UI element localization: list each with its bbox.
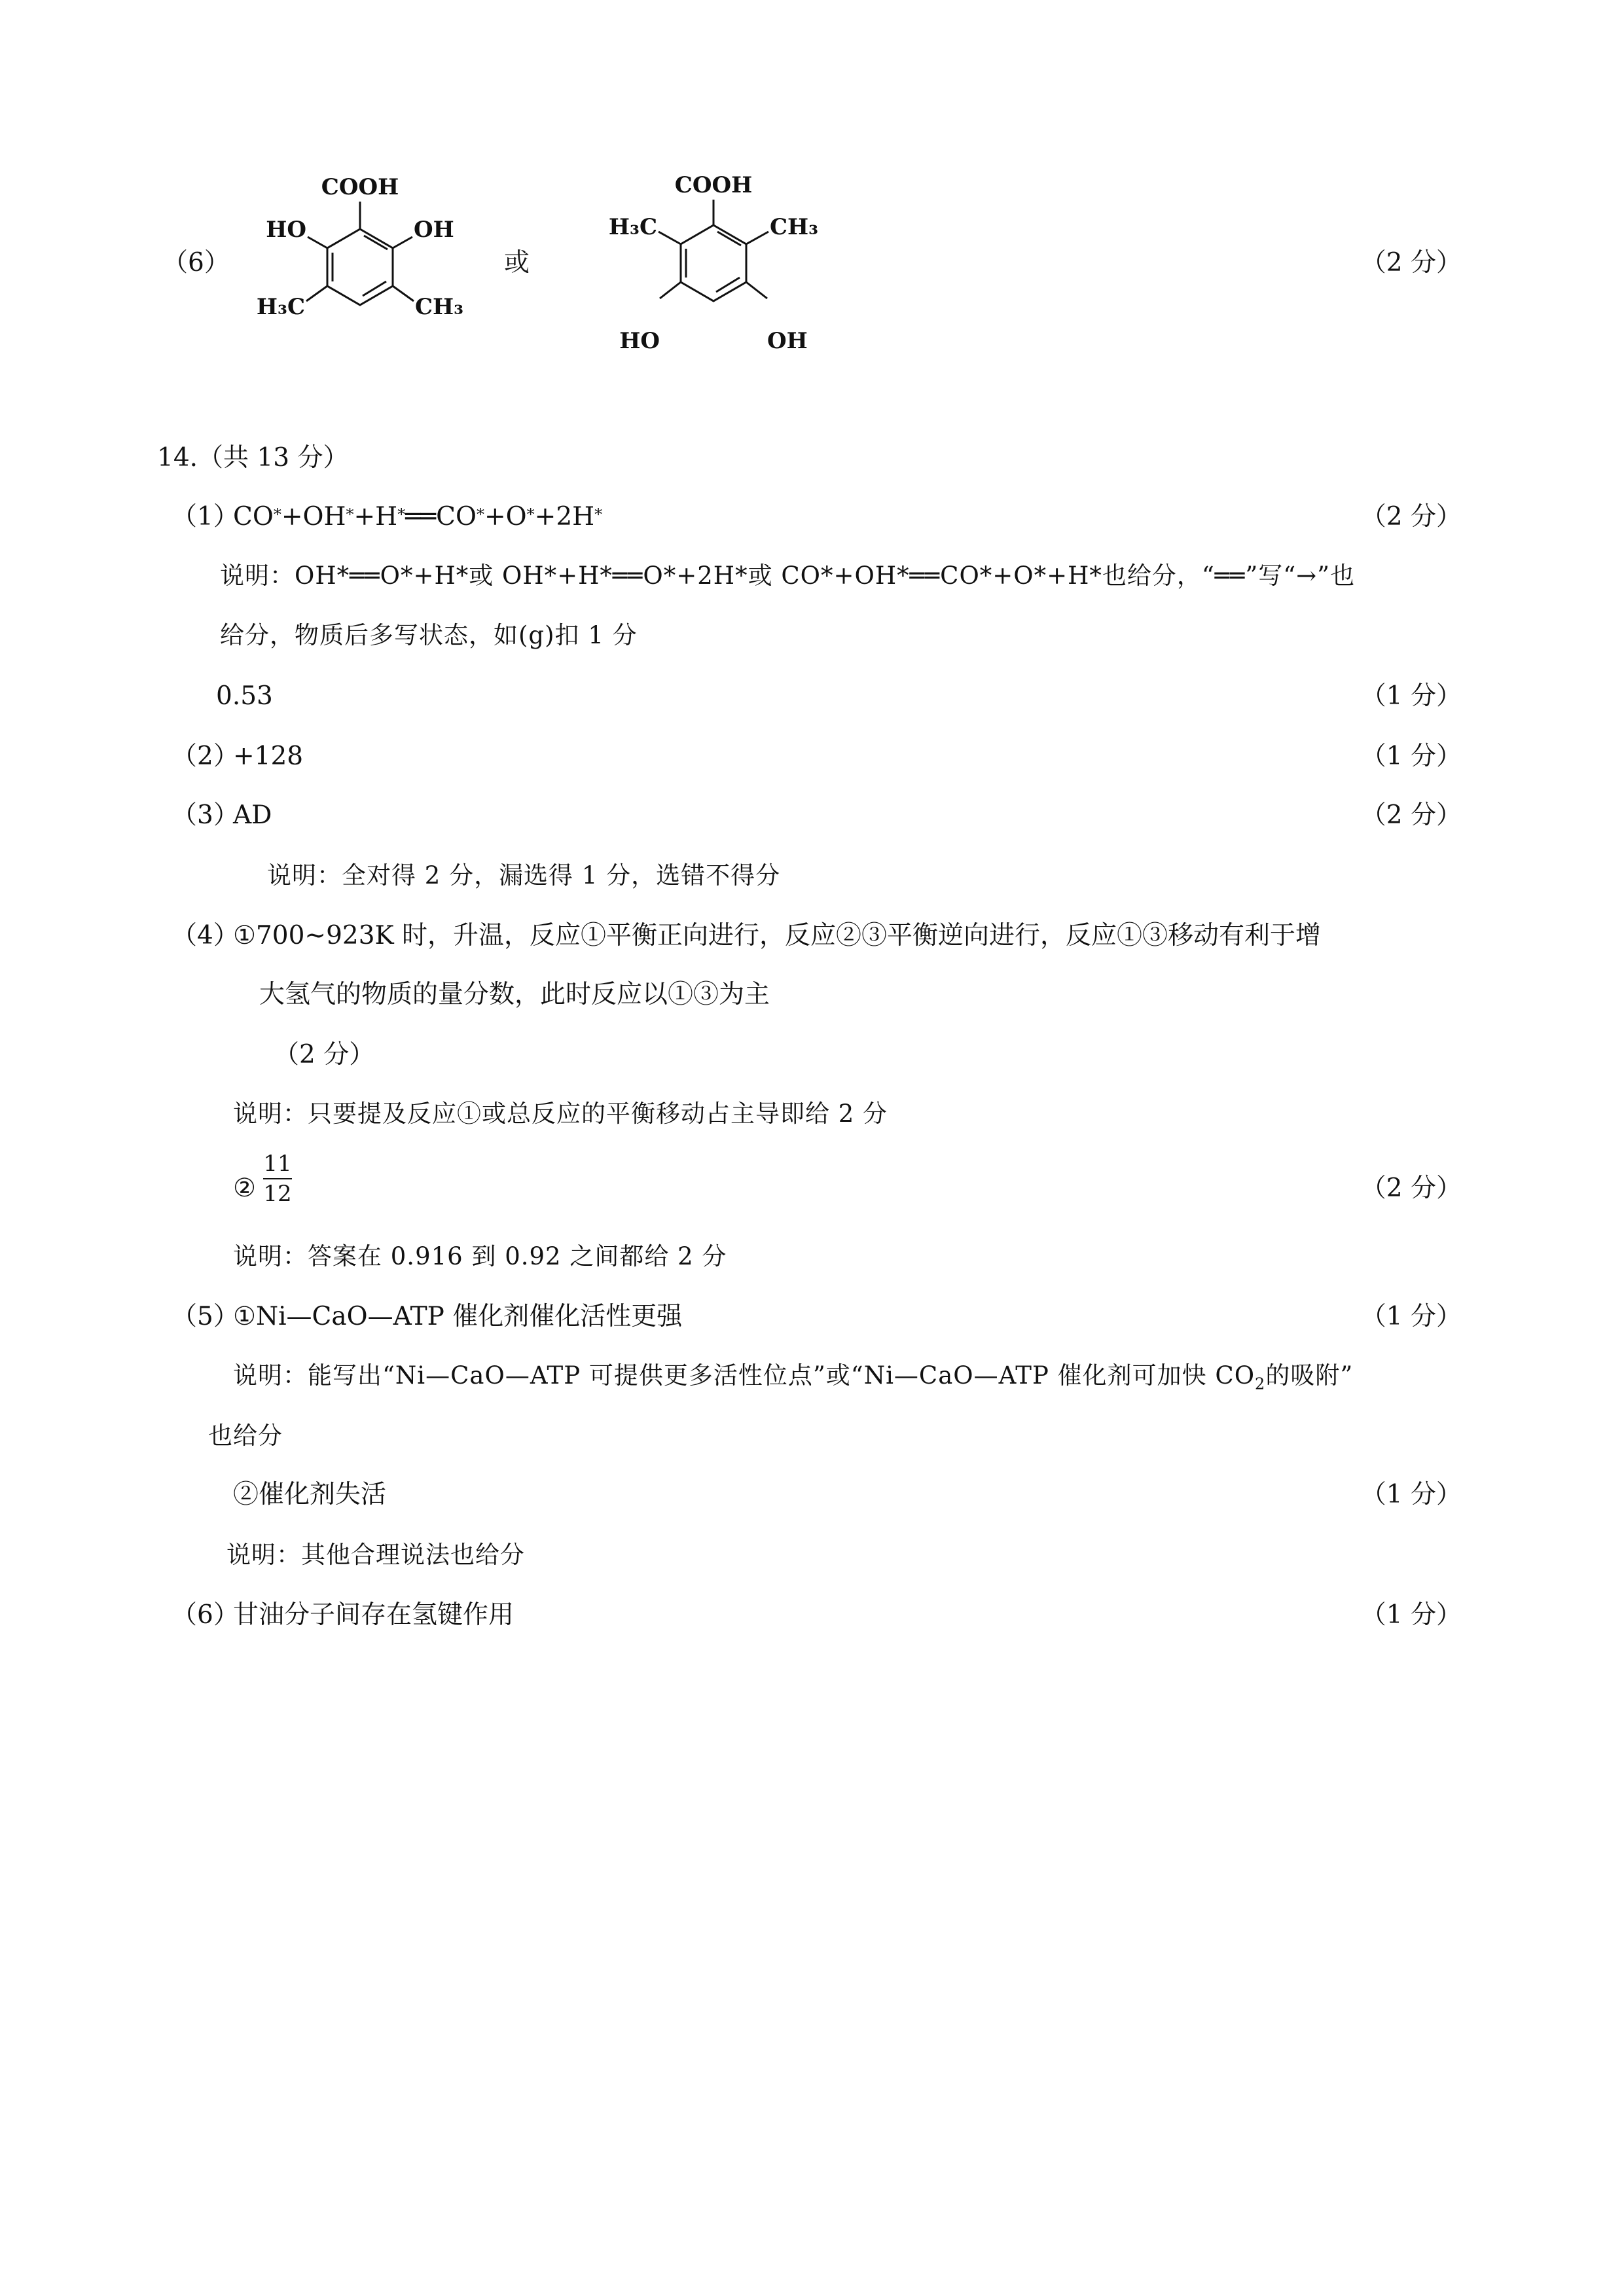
q14-5-note1-line2: 也给分: [208, 1422, 283, 1450]
q14-1-label: （1）: [171, 502, 239, 531]
q14-5-note1: 说明：能写出“Ni—CaO—ATP 可提供更多活性位点”或“Ni—CaO—ATP 催化剂可加快 $CO_2$的吸附”: [233, 1361, 1354, 1393]
s1-ho-left: HO: [266, 217, 306, 243]
s1-me-left: H₃C: [256, 294, 305, 320]
q14-1-note-line1: 说明：OH*══O*+H*或 OH*+H*══O*+2H*或 CO*+OH*══CO*+O*+H*也给分，“══”写“→”也: [220, 562, 1356, 590]
q13-6-or: 或: [504, 248, 530, 278]
benzoic-acid-structure-1: [236, 164, 511, 360]
benzoic-acid-structure-2: [550, 164, 838, 360]
q14-6-score: （1 分）: [1360, 1600, 1462, 1630]
q14-4-label: （4）: [171, 921, 239, 950]
s1-oh-right: OH: [414, 217, 454, 243]
q13-6-score: （2 分）: [1360, 248, 1462, 278]
q14-4-sub2-label: ②: [233, 1174, 256, 1203]
q14-1-answer2: 0.53: [216, 681, 273, 711]
q14-3-score: （2 分）: [1360, 800, 1462, 830]
q14-3-note: 说明：全对得 2 分，漏选得 1 分，选错不得分: [267, 861, 781, 889]
q14-4-score2: （2 分）: [1360, 1174, 1462, 1203]
q14-6-answer: 甘油分子间存在氢键作用: [233, 1600, 514, 1630]
s2-cooh: COOH: [674, 172, 753, 198]
s1-me-right: CH₃: [415, 294, 464, 320]
q14-1-equation: CO*+OH*+H*══CO*+O*+2H*: [233, 502, 603, 531]
fraction-denominator: 12: [263, 1181, 292, 1207]
q14-5-answer2: ②催化剂失活: [233, 1480, 387, 1509]
q14-5-label: （5）: [171, 1302, 239, 1331]
q14-1-note-line2: 给分，物质后多写状态，如(g)扣 1 分: [220, 621, 638, 649]
q14-3-label: （3）: [171, 800, 239, 830]
q13-6-label: （6）: [162, 248, 230, 278]
q14-5-score2: （1 分）: [1360, 1480, 1462, 1509]
q14-3-answer: AD: [233, 800, 272, 830]
s2-me-left: H₃C: [608, 214, 657, 240]
q14-4-line2: 大氢气的物质的量分数，此时反应以①③为主: [259, 980, 770, 1009]
s2-ho-left: HO: [619, 328, 660, 354]
s2-oh-right: OH: [767, 328, 808, 354]
q14-2-score: （1 分）: [1360, 742, 1462, 771]
q14-1-score2: （1 分）: [1360, 681, 1462, 711]
q14-4-line1: ①700~923K 时，升温，反应①平衡正向进行，反应②③平衡逆向进行，反应①③移动有利于增: [233, 921, 1322, 950]
fraction-11-12: [263, 1151, 292, 1207]
q14-1-score: （2 分）: [1360, 502, 1462, 531]
q14-5-answer1: ①Ni—CaO—ATP 催化剂催化活性更强: [233, 1302, 683, 1331]
fraction-numerator: 11: [263, 1151, 292, 1177]
q14-2-answer: +128: [233, 742, 304, 771]
q14-4-note2: 说明：答案在 0.916 到 0.92 之间都给 2 分: [233, 1242, 727, 1270]
q14-4-note1: 说明：只要提及反应①或总反应的平衡移动占主导即给 2 分: [233, 1100, 888, 1128]
q14-2-label: （2）: [171, 742, 239, 771]
q14-4-score1: （2 分）: [274, 1040, 375, 1069]
q14-6-label: （6）: [171, 1600, 239, 1630]
q14-5-score1: （1 分）: [1360, 1302, 1462, 1331]
q14-5-note2: 说明：其他合理说法也给分: [226, 1541, 525, 1569]
s1-cooh: COOH: [321, 174, 399, 200]
q14-header: 14.（共 13 分）: [157, 443, 349, 473]
s2-me-right: CH₃: [770, 214, 819, 240]
